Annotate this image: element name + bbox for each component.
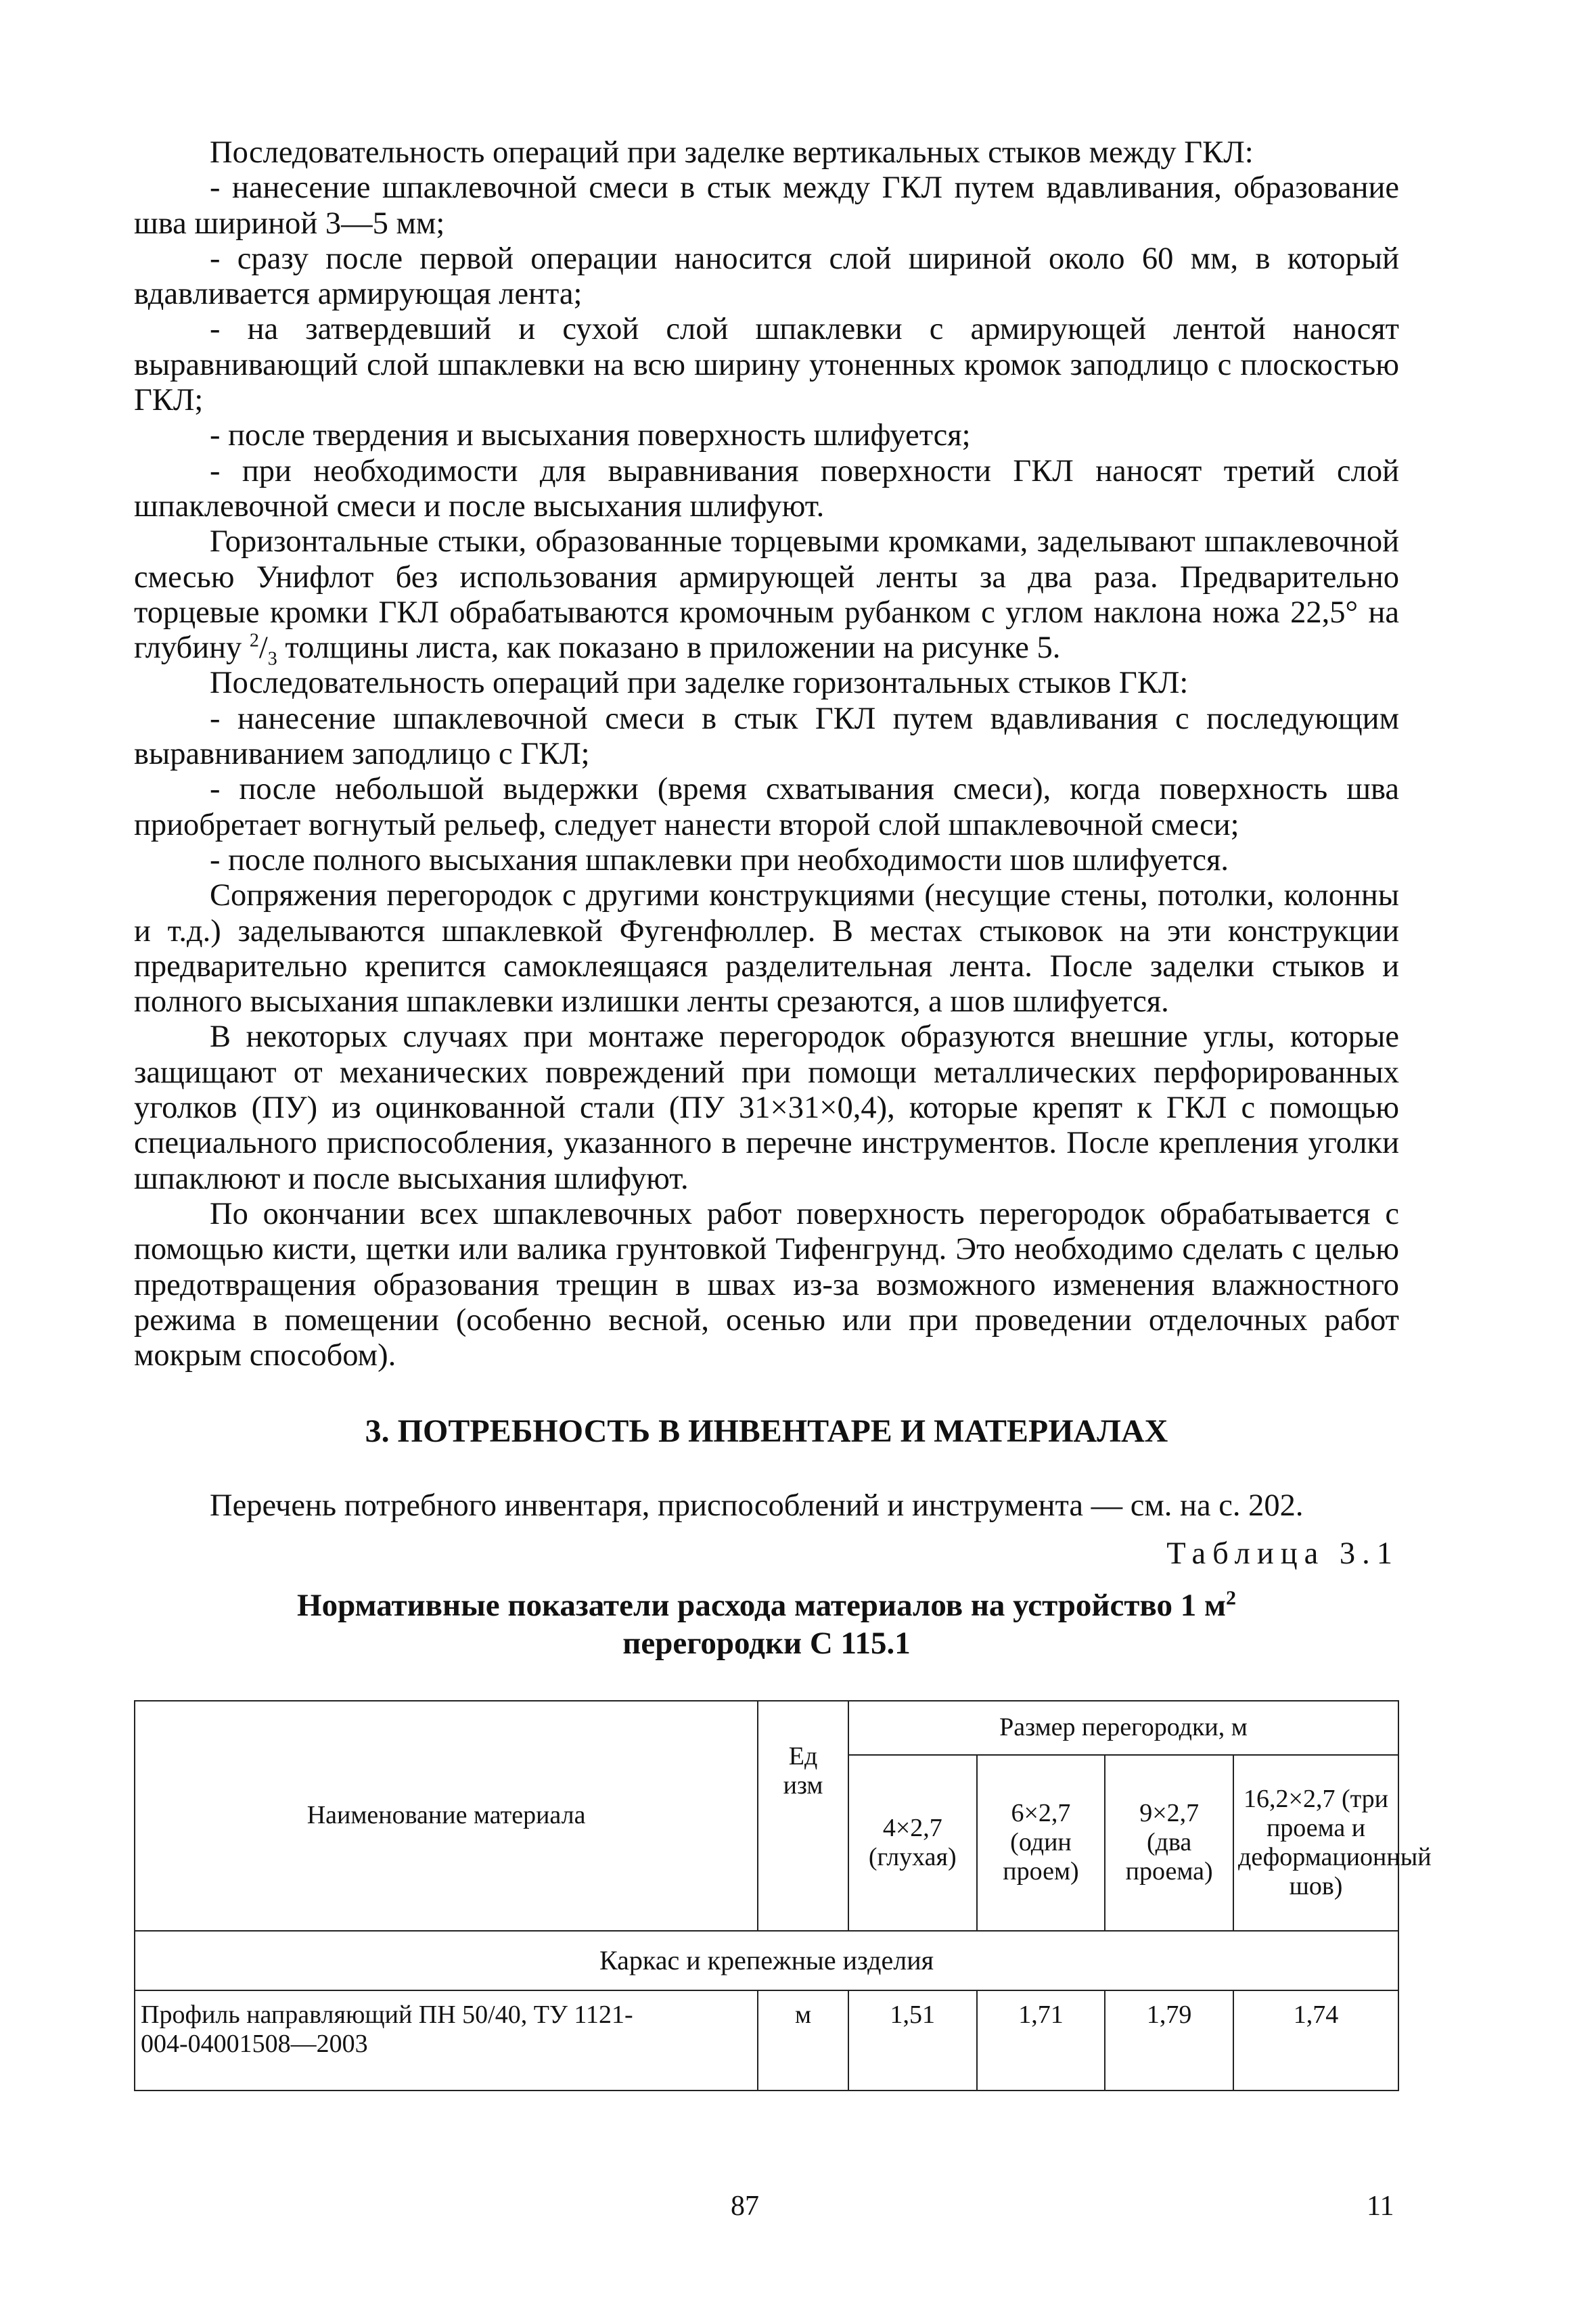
table-title <box>134 1586 1399 1662</box>
value-cell: 1,74 <box>1233 1990 1398 2091</box>
dim-label: 6×2,7 (один проем) <box>1003 1799 1079 1886</box>
list-item: - нанесение шпаклевочной смеси в стык между ГКЛ путем вдавливания, образование шва шириной 3—5 мм; <box>134 170 1399 241</box>
list-item: - после полного высыхания шпаклевки при необходимости шов шлифуется. <box>210 842 1229 877</box>
paragraph-text: толщины листа, как показано в приложении на рисунке 5. <box>277 631 1061 666</box>
list-item: - нанесение шпаклевочной смеси в стык ГКЛ путем вдавливания с последующим выравниванием заподлицо с ГКЛ; <box>134 701 1399 772</box>
column-header-unit-text: Ед изм <box>783 1741 823 1800</box>
paragraph-priming: По окончании всех шпаклевочных работ поверхность перегородок обрабатывается с помощью кисти, щетки или валика грунтовкой Тифенгрунд. Это необходимо сделать с целью предотвращения образования трещин в швах из-за возможного изменения влажностного режима в помещении (особенно весной, осенью или при проведении отделочных работ мокрым способом). <box>134 1196 1399 1373</box>
material-name <box>135 1990 758 2091</box>
unit-cell: м <box>758 1990 848 2091</box>
table-title-superscript: 2 <box>1225 1586 1236 1609</box>
list-item: - при необходимости для выравнивания поверхности ГКЛ наносят третий слой шпаклевочной смеси и после высыхания шлифуют. <box>134 453 1399 524</box>
table-title-line2: перегородки С 115.1 <box>622 1625 911 1661</box>
table-title-line1: Нормативные показатели расхода материалов на устройство 1 м <box>297 1587 1226 1623</box>
paragraph-horizontal-joints: Горизонтальные стыки, образованные торцевыми кромками, заделывают шпаклевочной смесью Унифлот без использования армирующей ленты за два раза. Предварительно торцевые кромки ГКЛ обрабатываются кромочным рубанком с углом наклона ножа 22,5° на глубину $^2/_3$ толщины листа, как показано в приложении на рисунке 5. <box>134 524 1399 670</box>
value-cell: 1,71 <box>977 1990 1105 2091</box>
materials-table <box>134 1700 1432 2091</box>
list-item: - после небольшой выдержки (время схватывания смеси), когда поверхность шва приобретает вогнутый рельеф, следует нанести второй слой шпаклевочной смеси; <box>134 772 1399 842</box>
material-name-text: Профиль направляющий ПН 50/40, ТУ 1121-004-04001508—2003 <box>141 2000 633 2058</box>
paragraph-connections: Сопряжения перегородок с другими конструкциями (несущие стены, потолки, колонны и т.д.) заделываются шпаклевкой Фугенфюллер. В местах стыковок на эти конструкции предварительно крепится самоклеящаяся разделительная лента. После заделки стыков и полного высыхания шпаклевки излишки ленты срезаются, а шов шлифуется. <box>134 878 1399 1020</box>
value-cell: 1,79 <box>1105 1990 1233 2091</box>
inventory-reference: Перечень потребного инвентаря, приспособлений и инструмента — см. на с. 202. <box>210 1488 1304 1524</box>
list-item: - на затвердевший и сухой слой шпаклевки с армирующей лентой наносят выравнивающий слой шпаклевки на всю ширину утоненных кромок заподлицо с плоскостью ГКЛ; <box>134 312 1399 418</box>
dim-label: 16,2×2,7 (три проема и деформационный шов) <box>1238 1784 1432 1900</box>
list-item: - сразу после первой операции наносится слой шириной около 60 мм, в который вдавливается армирующая лента; <box>134 241 1399 312</box>
paragraph-vertical-joints-intro: Последовательность операций при заделке вертикальных стыков между ГКЛ: <box>210 135 1254 170</box>
table-section-title: Каркас и крепежные изделия <box>135 1931 1398 1990</box>
list-item: - после твердения и высыхания поверхность шлифуется; <box>210 418 971 453</box>
fraction-denominator: 3 <box>267 648 277 670</box>
document-page <box>134 135 1432 2091</box>
page-number-right: 11 <box>1367 2191 1394 2222</box>
column-header-dim <box>977 1755 1105 1931</box>
column-header-unit <box>758 1701 848 1931</box>
paragraph-external-corners: В некоторых случаях при монтаже перегородок образуются внешние углы, которые защищают от механических повреждений при помощи металлических перфорированных уголков (ПУ) из оцинкованной стали (ПУ 31×31×0,4), которые крепят к ГКЛ с помощью специального приспособления, указанного в перечне инструментов. После крепления уголки шпаклюют и после высыхания шлифуют. <box>134 1020 1399 1196</box>
column-header-material: Наименование материала <box>135 1701 758 1931</box>
paragraph-text: Горизонтальные стыки, образованные торцевыми кромками, заделывают шпаклевочной смесью Унифлот без использования армирующей ленты за два раза. Предварительно торцевые кромки ГКЛ обрабатываются кромочным рубанком с углом наклона ножа 22,5° на глубину <box>134 524 1399 666</box>
paragraph-horizontal-joints-intro: Последовательность операций при заделке горизонтальных стыков ГКЛ: <box>210 666 1189 701</box>
column-header-dim <box>848 1755 977 1931</box>
fraction-numerator: 2 <box>249 630 259 652</box>
dim-label: 9×2,7 (два проема) <box>1125 1799 1213 1886</box>
table-label: Таблица 3.1 <box>1166 1536 1399 1571</box>
column-header-size: Размер перегородки, м <box>848 1701 1398 1755</box>
table-row <box>135 1990 1398 2091</box>
page-number-center: 87 <box>731 2191 759 2222</box>
dim-label: 4×2,7 (глухая) <box>868 1813 957 1871</box>
section-heading: 3. ПОТРЕБНОСТЬ В ИНВЕНТАРЕ И МАТЕРИАЛАХ <box>365 1413 1168 1450</box>
column-header-dim <box>1233 1755 1432 1931</box>
value-cell: 1,51 <box>848 1990 977 2091</box>
column-header-dim <box>1105 1755 1233 1931</box>
